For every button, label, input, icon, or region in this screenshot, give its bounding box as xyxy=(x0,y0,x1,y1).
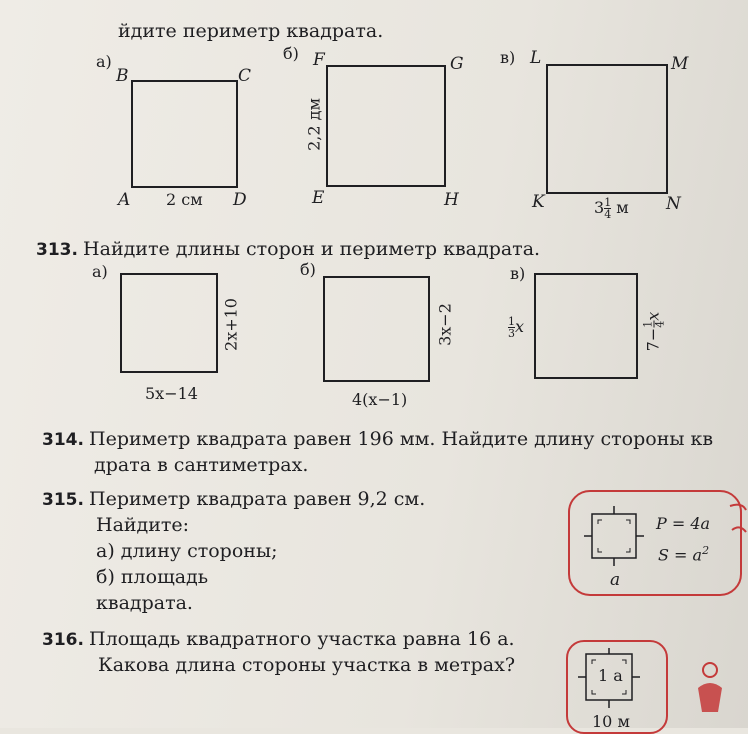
task316-line1: 316. Площадь квадратного участка равна 16 а. xyxy=(42,628,515,650)
task313-b-side-bottom: 4(x−1) xyxy=(352,390,408,409)
task313-square-a xyxy=(120,273,218,373)
task314-line1: 314. Периметр квадрата равен 196 мм. Найдите длину стороны кв xyxy=(42,428,714,450)
formula-area: $S = a^2$ xyxy=(658,544,710,565)
task312-label-b: б) xyxy=(283,44,299,63)
square-abcd-side: 2 см xyxy=(166,190,203,209)
formula-perimeter: P = 4a xyxy=(656,514,711,533)
vertex-C: C xyxy=(238,66,252,86)
vertex-M: M xyxy=(671,54,689,74)
task315-line4: б) площадь xyxy=(96,566,209,588)
vertex-B: B xyxy=(116,66,129,86)
vertex-D: D xyxy=(233,190,247,210)
square-klmn-side: 3 $\frac{1}{4}$ м xyxy=(594,196,629,221)
task313-v-right-side: 7− 1 4 x xyxy=(641,311,667,352)
task313 xyxy=(36,238,540,260)
plot-area-label: 1 а xyxy=(598,666,623,685)
task313-a-side-vertical: 2x+10 xyxy=(221,298,241,351)
task315-line3: а) длину стороны; xyxy=(96,540,278,562)
vertex-G: G xyxy=(450,54,464,74)
task315-number: 315. xyxy=(42,490,84,510)
vertex-L: L xyxy=(530,48,542,68)
square-abcd xyxy=(131,80,238,188)
task316-number: 316. xyxy=(42,630,84,650)
task314-line2: драта в сантиметрах. xyxy=(94,454,309,476)
vertex-K: K xyxy=(532,192,545,212)
task313-b-side-vertical: 3x−2 xyxy=(435,303,455,346)
vertex-E: E xyxy=(312,188,325,208)
task315-line5: квадрата. xyxy=(96,592,193,614)
vertex-F: F xyxy=(313,50,325,70)
task313-label-v: в) xyxy=(510,264,526,283)
formula-side-a: a xyxy=(610,570,621,590)
square-efgh-side: 2,2 дм xyxy=(304,98,324,151)
vertex-H: H xyxy=(444,190,459,210)
task313-label-b: б) xyxy=(300,260,316,279)
plot-side-label: 10 м xyxy=(592,712,630,731)
task313-a-side-bottom: 5x−14 xyxy=(145,384,198,403)
task312-label-a: а) xyxy=(96,52,112,71)
square-symbol-icon xyxy=(584,506,644,566)
square-efgh xyxy=(326,65,446,187)
vertex-A: A xyxy=(118,190,131,210)
task313-square-b xyxy=(323,276,430,382)
task316-line2: Какова длина стороны участка в метрах? xyxy=(98,654,516,676)
doodle-icon xyxy=(690,660,730,720)
task312-label-v: в) xyxy=(500,48,516,67)
vertex-N: N xyxy=(666,194,681,214)
task314-number: 314. xyxy=(42,430,84,450)
task313-label-a: а) xyxy=(92,262,108,281)
task315-line1: 315. Периметр квадрата равен 9,2 см. xyxy=(42,488,426,510)
task313-v-left-side: $\frac{1}{3}$ x xyxy=(508,315,525,340)
doodle-mark-icon xyxy=(728,500,748,540)
task315-line2: Найдите: xyxy=(96,514,190,536)
task313-square-v xyxy=(534,273,638,379)
task313-text: Найдите длины сторон и периметр квадрата. xyxy=(83,238,541,260)
task312-heading: йдите периметр квадрата. xyxy=(118,20,384,42)
task313-number: 313. xyxy=(36,240,78,260)
square-klmn xyxy=(546,64,668,194)
